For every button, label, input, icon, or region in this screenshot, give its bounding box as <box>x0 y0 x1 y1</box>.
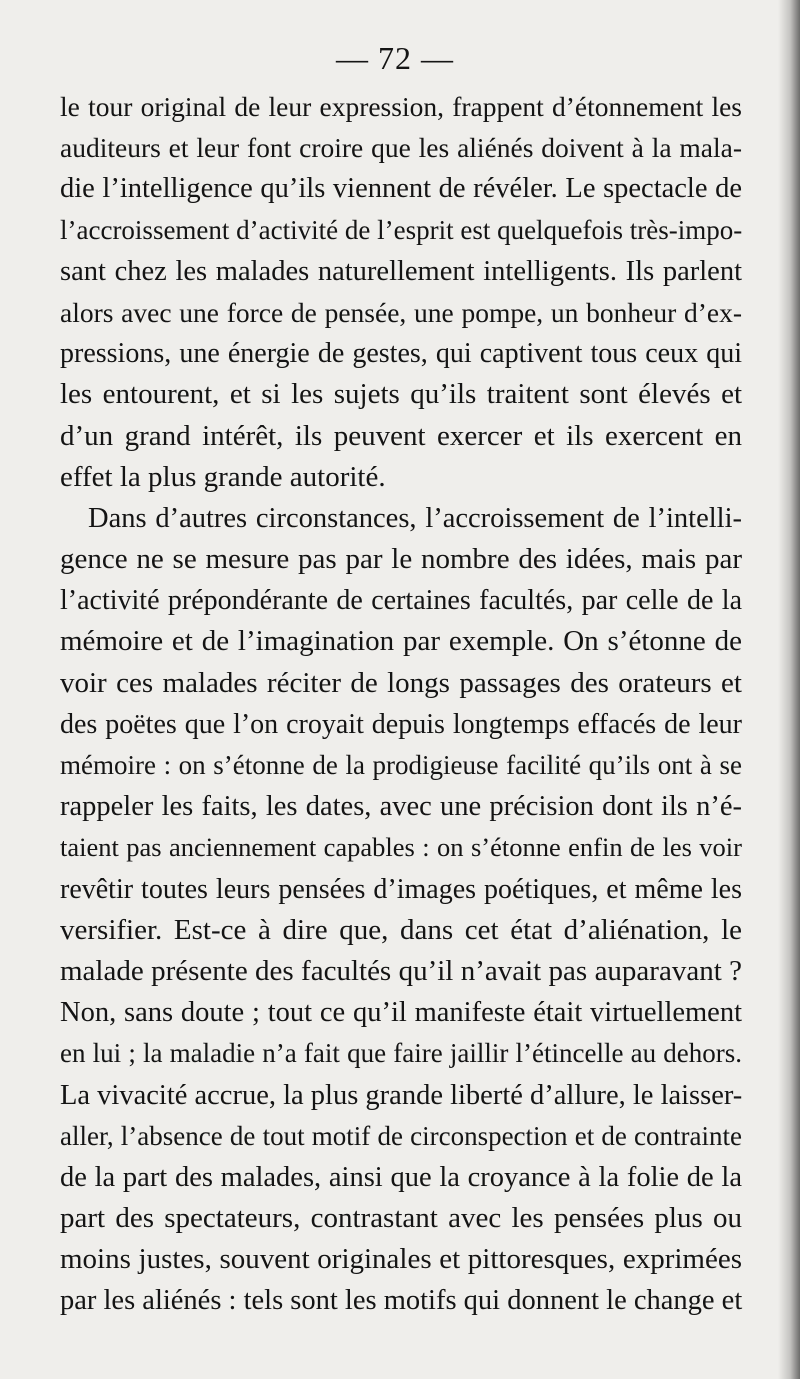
text-line: en lui ; la maladie n’a fait que faire jaillir l’étincelle au dehors. <box>60 1038 742 1069</box>
text-line: le tour original de leur expression, frappent d’étonnement les <box>60 91 742 122</box>
text-line: effet la plus grande autorité. <box>60 460 386 493</box>
text-line: Dans d’autres circonstances, l’accroissement de l’intelli- <box>88 502 742 534</box>
text-line: malade présente des facultés qu’il n’avait pas auparavant ? <box>60 954 742 987</box>
page-number: — 72 — <box>336 40 454 76</box>
text-line: par les aliénés : tels sont les motifs qui donnent le change et <box>60 1285 743 1317</box>
body-text <box>60 86 742 1322</box>
text-line: l’accroissement d’activité de l’esprit est quelquefois très-impo- <box>60 214 743 245</box>
text-line: La vivacité accrue, la plus grande liberté d’allure, le laisser- <box>60 1079 743 1111</box>
text-line: mémoire : on s’étonne de la prodigieuse facilité qu’ils ont à se <box>60 750 742 780</box>
text-line: de la part des malades, ainsi que la croyance à la folie de la <box>60 1161 742 1193</box>
text-line: die l’intelligence qu’ils viennent de révéler. Le spectacle de <box>60 173 742 205</box>
text-line: auditeurs et leur font croire que les aliénés doivent à la mala- <box>60 132 742 164</box>
text-line: aller, l’absence de tout motif de circonspection et de contrainte <box>60 1120 742 1151</box>
text-line: moins justes, souvent originales et pittoresques, exprimées <box>60 1243 742 1276</box>
text-line: rappeler les faits, les dates, avec une précision dont ils n’é- <box>60 791 742 823</box>
text-line: l’activité prépondérante de certaines facultés, par celle de la <box>60 585 742 617</box>
text-line: revêtir toutes leurs pensées d’images poétiques, et même les <box>60 873 742 905</box>
text-line: des poëtes que l’on croyait depuis longtemps effacés de leur <box>60 708 742 740</box>
text-line: sant chez les malades naturellement intelligents. Ils parlent <box>60 255 742 287</box>
text-line: part des spectateurs, contrastant avec les pensées plus ou <box>60 1202 742 1235</box>
text-line: voir ces malades réciter de longs passages des orateurs et <box>60 666 742 699</box>
text-line: d’un grand intérêt, ils peuvent exercer et ils exercent en <box>60 419 742 452</box>
text-line: pressions, une énergie de gestes, qui captivent tous ceux qui <box>60 338 742 370</box>
text-line: Non, sans doute ; tout ce qu’il manifeste était virtuellement <box>60 997 742 1029</box>
page-edge-shadow <box>778 0 800 1379</box>
text-line: versifier. Est-ce à dire que, dans cet état d’aliénation, le <box>60 913 742 946</box>
text-line: alors avec une force de pensée, une pompe, un bonheur d’ex- <box>60 296 742 328</box>
text-line: mémoire et de l’imagination par exemple. On s’étonne de <box>60 625 742 658</box>
text-line: les entourent, et si les sujets qu’ils traitent sont élevés et <box>60 378 742 411</box>
text-line: taient pas anciennement capables : on s’étonne enfin de les voir <box>60 832 742 863</box>
text-line: gence ne se mesure pas par le nombre des idées, mais par <box>60 543 742 576</box>
